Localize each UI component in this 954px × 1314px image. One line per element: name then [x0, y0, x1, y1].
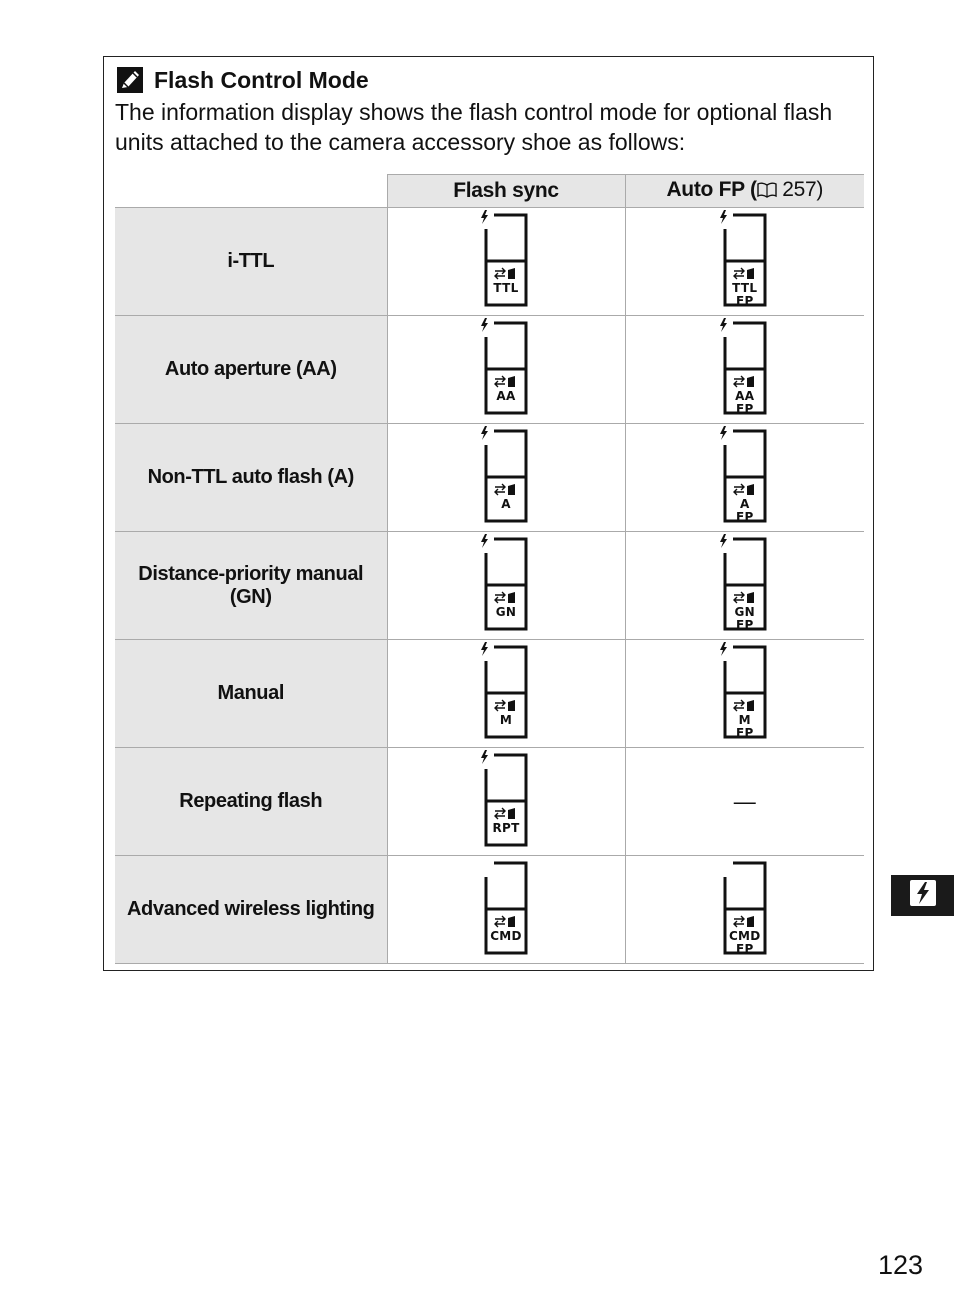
flash-sync-display-icon	[480, 425, 532, 525]
pencil-note-icon	[116, 66, 144, 94]
book-reference-icon	[757, 180, 777, 204]
flash-sync-cell	[387, 424, 625, 532]
flash-sync-mode-code: A	[501, 497, 511, 511]
auto-fp-fp-code: FP	[735, 726, 754, 740]
table-row	[115, 856, 864, 964]
note-title: Flash Control Mode	[154, 66, 369, 93]
flash-sync-display-icon	[480, 749, 532, 849]
mode-label: Advanced wireless lighting	[115, 856, 387, 964]
flash-sync-cell	[387, 316, 625, 424]
auto-fp-mode-code: GN	[734, 605, 755, 619]
auto-fp-fp-code: FP	[735, 294, 754, 308]
mode-label: Manual	[115, 640, 387, 748]
flash-sync-cell	[387, 856, 625, 964]
mode-label: i-TTL	[115, 208, 387, 316]
table-row	[115, 640, 864, 748]
table-row	[115, 316, 864, 424]
header-auto-fp-label: Auto FP (	[666, 178, 757, 201]
auto-fp-fp-code: FP	[735, 618, 754, 632]
auto-fp-display-icon	[719, 641, 771, 741]
flash-control-note-box	[103, 56, 874, 971]
flash-sync-cell	[387, 532, 625, 640]
flash-sync-mode-code: CMD	[490, 929, 522, 943]
auto-fp-display-icon	[719, 425, 771, 525]
flash-sync-display-icon	[480, 533, 532, 633]
header-flash-sync: Flash sync	[387, 175, 625, 208]
flash-sync-mode-code: TTL	[493, 281, 519, 295]
auto-fp-fp-code: FP	[735, 510, 754, 524]
flash-sync-cell	[387, 748, 625, 856]
flash-sync-display-icon	[480, 317, 532, 417]
flash-sync-cell	[387, 208, 625, 316]
auto-fp-cell	[625, 640, 864, 748]
auto-fp-cell	[625, 316, 864, 424]
auto-fp-mode-code: M	[738, 713, 751, 727]
auto-fp-mode-code: CMD	[728, 929, 761, 943]
auto-fp-fp-code: FP	[735, 402, 754, 416]
auto-fp-cell	[625, 424, 864, 532]
table-row	[115, 748, 864, 856]
auto-fp-cell	[625, 208, 864, 316]
flash-sync-display-icon	[480, 641, 532, 741]
mode-label: Distance-priority manual (GN)	[115, 532, 387, 640]
auto-fp-display-icon	[719, 533, 771, 633]
mode-label: Non-TTL auto flash (A)	[115, 424, 387, 532]
auto-fp-display-icon	[719, 857, 771, 957]
auto-fp-display-icon	[719, 209, 771, 309]
flash-icon	[907, 877, 939, 914]
flash-mode-rows	[115, 207, 864, 964]
flash-mode-table	[115, 174, 864, 208]
table-row	[115, 532, 864, 640]
auto-fp-fp-code: FP	[735, 942, 754, 956]
mode-label: Repeating flash	[115, 748, 387, 856]
header-auto-fp-page: 257)	[776, 178, 824, 201]
auto-fp-cell	[625, 532, 864, 640]
table-row	[115, 424, 864, 532]
header-auto-fp	[625, 175, 864, 208]
auto-fp-cell	[625, 748, 864, 856]
note-intro: The information display shows the flash control mode for optional flash units attached to the camera accessory shoe as follows:	[115, 99, 833, 155]
mode-label: Auto aperture (AA)	[115, 316, 387, 424]
page-number: 123	[878, 1250, 924, 1280]
auto-fp-mode-code: AA	[735, 389, 755, 403]
auto-fp-display-icon	[719, 317, 771, 417]
flash-section-tab	[891, 875, 954, 916]
flash-sync-mode-code: RPT	[492, 821, 520, 835]
flash-sync-cell	[387, 640, 625, 748]
flash-sync-mode-code: AA	[496, 389, 516, 403]
auto-fp-cell	[625, 856, 864, 964]
not-available-dash: —	[733, 788, 756, 814]
flash-sync-mode-code: M	[499, 713, 513, 727]
flash-sync-display-icon	[480, 857, 532, 957]
note-heading	[116, 65, 369, 95]
auto-fp-mode-code: A	[739, 497, 750, 511]
flash-sync-display-icon	[480, 209, 532, 309]
header-blank-cell	[115, 175, 387, 208]
table-header-row	[115, 175, 864, 208]
table-row	[115, 208, 864, 316]
flash-sync-mode-code: GN	[495, 605, 517, 619]
auto-fp-mode-code: TTL	[732, 281, 758, 295]
